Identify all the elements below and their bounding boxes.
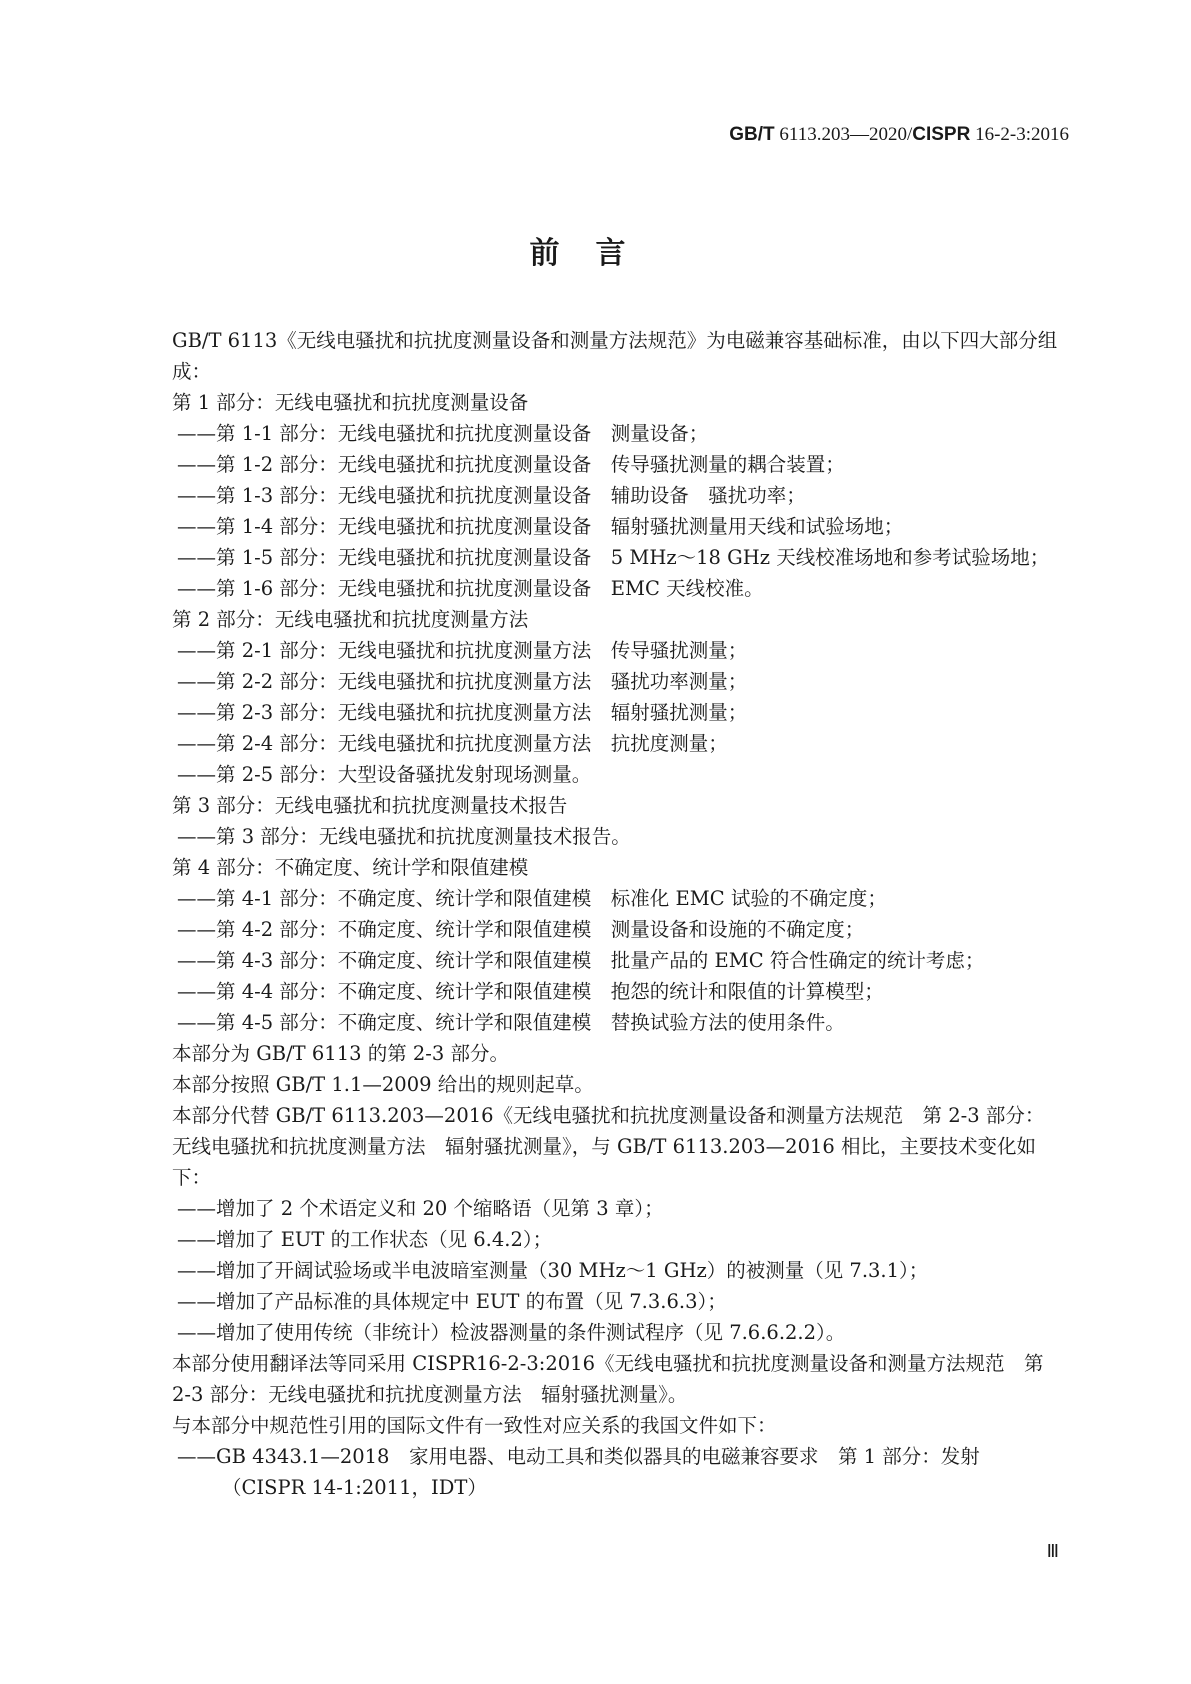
paragraph: 与本部分中规范性引用的国际文件有一致性对应关系的我国文件如下： <box>172 1414 777 1437</box>
paragraph: 本部分使用翻译法等同采用 CISPR16-2-3:2016《无线电骚扰和抗扰度测量设备和测量方法规范 第 2-3 部分：无线电骚扰和抗扰度测量方法 辐射骚扰测量》。 <box>172 1352 1044 1406</box>
list-item: ——第 4-2 部分：不确定度、统计学和限值建模 测量设备和设施的不确定度； <box>177 918 865 941</box>
paragraph: 第 4 部分：不确定度、统计学和限值建模 <box>172 856 529 879</box>
list-item: ——第 4-1 部分：不确定度、统计学和限值建模 标准化 EMC 试验的不确定度； <box>177 887 887 910</box>
paragraph: GB/T 6113《无线电骚扰和抗扰度测量设备和测量方法规范》为电磁兼容基础标准，由以下四大部分组成： <box>172 329 1058 383</box>
paragraph: 本部分代替 GB/T 6113.203—2016《无线电骚扰和抗扰度测量设备和测量方法规范 第 2-3 部分：无线电骚扰和抗扰度测量方法 辐射骚扰测量》，与 GB/T 6113.203—2016 相比，主要技术变化如下： <box>172 1104 1045 1189</box>
list-item: ——第 4-5 部分：不确定度、统计学和限值建模 替换试验方法的使用条件。 <box>177 1011 845 1034</box>
header-code-bold-1: GB/T <box>729 124 775 145</box>
list-item: ——第 1-6 部分：无线电骚扰和抗扰度测量设备 EMC 天线校准。 <box>177 577 764 600</box>
paragraph: 本部分为 GB/T 6113 的第 2-3 部分。 <box>172 1042 510 1065</box>
paragraph: 第 3 部分：无线电骚扰和抗扰度测量技术报告 <box>172 794 568 817</box>
list-item: ——第 2-2 部分：无线电骚扰和抗扰度测量方法 骚扰功率测量； <box>177 670 748 693</box>
document-body <box>130 325 1060 1503</box>
page-title: 前言 <box>529 236 662 271</box>
header-code-2: 16-2-3:2016 <box>970 124 1069 145</box>
list-item: ——增加了开阔试验场或半电波暗室测量（30 MHz～1 GHz）的被测量（见 7.3.1）； <box>177 1259 929 1282</box>
list-item: ——第 2-5 部分：大型设备骚扰发射现场测量。 <box>177 763 592 786</box>
list-item: ——第 1-4 部分：无线电骚扰和抗扰度测量设备 辐射骚扰测量用天线和试验场地； <box>177 515 904 538</box>
list-item: ——增加了 2 个术语定义和 20 个缩略语（见第 3 章）； <box>177 1197 664 1220</box>
list-item: ——GB 4343.1—2018 家用电器、电动工具和类似器具的电磁兼容要求 第 1 部分：发射（CISPR 14-1:2011，IDT） <box>177 1445 980 1499</box>
list-item: ——增加了使用传统（非统计）检波器测量的条件测试程序（见 7.6.6.2.2）。 <box>177 1321 846 1344</box>
list-item: ——第 2-4 部分：无线电骚扰和抗扰度测量方法 抗扰度测量； <box>177 732 728 755</box>
list-item: ——第 1-5 部分：无线电骚扰和抗扰度测量设备 5 MHz～18 GHz 天线校准场地和参考试验场地； <box>177 546 1050 569</box>
standard-code-header <box>729 124 1069 146</box>
paragraph: 本部分按照 GB/T 1.1—2009 给出的规则起草。 <box>172 1073 594 1096</box>
header-code-1: 6113.203—2020/ <box>774 124 913 145</box>
list-item: ——增加了产品标准的具体规定中 EUT 的布置（见 7.3.6.3）； <box>177 1290 727 1313</box>
list-item: ——第 2-3 部分：无线电骚扰和抗扰度测量方法 辐射骚扰测量； <box>177 701 748 724</box>
list-item: ——第 1-1 部分：无线电骚扰和抗扰度测量设备 测量设备； <box>177 422 709 445</box>
header-code-bold-2: CISPR <box>912 124 971 145</box>
paragraph: 第 1 部分：无线电骚扰和抗扰度测量设备 <box>172 391 529 414</box>
paragraph: 第 2 部分：无线电骚扰和抗扰度测量方法 <box>172 608 529 631</box>
list-item: ——第 4-3 部分：不确定度、统计学和限值建模 批量产品的 EMC 符合性确定的统计考虑； <box>177 949 985 972</box>
list-item: ——第 4-4 部分：不确定度、统计学和限值建模 抱怨的统计和限值的计算模型； <box>177 980 884 1003</box>
list-item: ——第 1-2 部分：无线电骚扰和抗扰度测量设备 传导骚扰测量的耦合装置； <box>177 453 845 476</box>
page-number: Ⅲ <box>1046 1541 1059 1561</box>
list-item: ——增加了 EUT 的工作状态（见 6.4.2）； <box>177 1228 553 1251</box>
list-item: ——第 3 部分：无线电骚扰和抗扰度测量技术报告。 <box>177 825 631 848</box>
list-item: ——第 1-3 部分：无线电骚扰和抗扰度测量设备 辅助设备 骚扰功率； <box>177 484 806 507</box>
list-item: ——第 2-1 部分：无线电骚扰和抗扰度测量方法 传导骚扰测量； <box>177 639 748 662</box>
